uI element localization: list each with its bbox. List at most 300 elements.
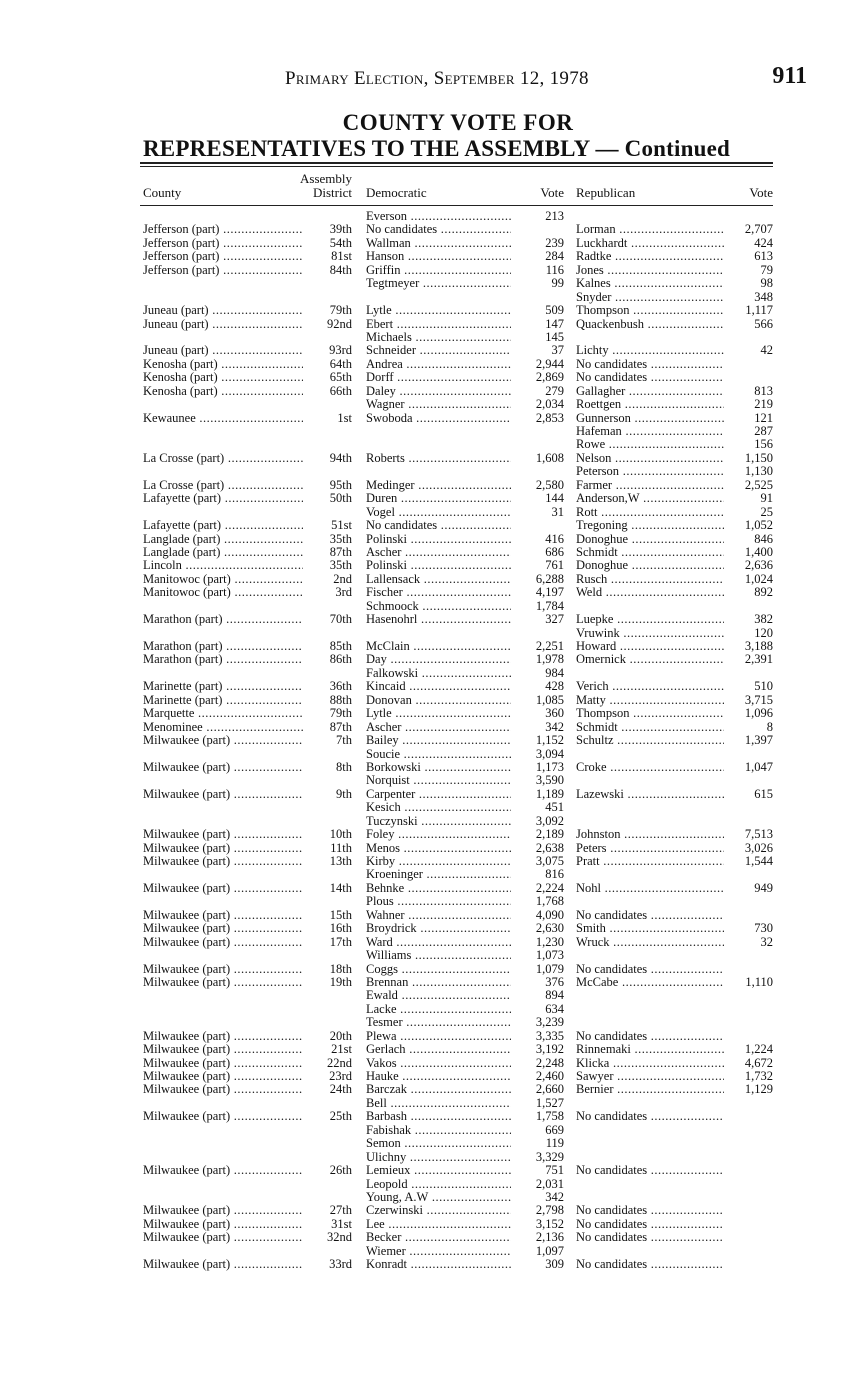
republican-vote-cell: 813 [754,384,773,398]
republican-candidate-cell: Nohl ..... [576,882,724,895]
democratic-candidate-cell: Young, A.W ..... [366,1191,511,1204]
republican-candidate-cell: Rinnemaki ..... [576,1043,724,1056]
county-cell: Milwaukee (part) ..... [143,882,303,895]
democratic-candidate-cell: Duren ..... [366,492,511,505]
democratic-candidate-cell: Ascher ..... [366,721,511,734]
democratic-candidate-cell: Bell ..... [366,1097,511,1110]
table-row [0,573,859,586]
democratic-vote-cell: 1,073 [535,949,564,963]
table-row [0,842,859,855]
democratic-candidate-cell: Menos ..... [366,842,511,855]
table-row [0,1218,859,1231]
democratic-vote-cell: 451 [545,801,564,815]
county-cell: Milwaukee (part) ..... [143,1083,303,1096]
republican-candidate-cell: Luckhardt ..... [576,237,724,250]
county-cell: Milwaukee (part) ..... [143,936,303,949]
county-cell: Milwaukee (part) ..... [143,761,303,774]
democratic-vote-cell: 686 [545,545,564,559]
democratic-candidate-cell: Fabishak ..... [366,1124,511,1137]
democratic-candidate-cell: Semon ..... [366,1137,511,1150]
county-cell: Milwaukee (part) ..... [143,1164,303,1177]
republican-candidate-cell: No candidates ..... [576,1030,724,1043]
republican-vote-cell: 846 [754,532,773,546]
republican-candidate-cell: Verich ..... [576,680,724,693]
democratic-vote-cell: 1,527 [535,1096,564,1110]
democratic-candidate-cell: Michaels ..... [366,331,511,344]
republican-candidate-cell: Farmer ..... [576,479,724,492]
republican-candidate-cell: No candidates ..... [576,963,724,976]
republican-candidate-cell: No candidates ..... [576,1231,724,1244]
county-cell: Kenosha (part) ..... [143,358,303,371]
republican-candidate-cell: Smith ..... [576,922,724,935]
democratic-candidate-cell: Vogel ..... [366,506,511,519]
democratic-vote-cell: 3,335 [535,1029,564,1043]
republican-candidate-cell: Pratt ..... [576,855,724,868]
table-row [0,519,859,532]
vote-table [0,210,859,1272]
district-cell: 79th [329,304,352,318]
republican-candidate-cell: Rusch ..... [576,573,724,586]
county-cell: Milwaukee (part) ..... [143,1110,303,1123]
democratic-candidate-cell: Gerlach ..... [366,1043,511,1056]
republican-vote-cell: 91 [760,492,773,506]
democratic-vote-cell: 1,784 [535,599,564,613]
republican-candidate-cell: Howard ..... [576,640,724,653]
republican-candidate-cell: Klicka ..... [576,1057,724,1070]
democratic-candidate-cell: Becker ..... [366,1231,511,1244]
democratic-candidate-cell: Kesich ..... [366,801,511,814]
democratic-vote-cell: 309 [545,1258,564,1272]
table-row [0,210,859,223]
democratic-vote-cell: 6,288 [535,572,564,586]
republican-candidate-cell: No candidates ..... [576,909,724,922]
table-row [0,774,859,787]
republican-candidate-cell: Omernick ..... [576,653,724,666]
district-cell: 8th [336,760,352,774]
democratic-candidate-cell: Czerwinski ..... [366,1204,511,1217]
democratic-candidate-cell: Ebert ..... [366,318,511,331]
district-cell: 11th [330,841,352,855]
republican-candidate-cell: Luepke ..... [576,613,724,626]
district-cell: 39th [329,223,352,237]
democratic-vote-cell: 984 [545,666,564,680]
district-cell: 66th [329,384,352,398]
democratic-candidate-cell: Donovan ..... [366,694,511,707]
republican-vote-cell: 1,096 [744,707,773,721]
county-cell: Marinette (part) ..... [143,680,303,693]
column-header-republican: Republican [576,185,636,200]
democratic-candidate-cell: Wahner ..... [366,909,511,922]
table-row [0,963,859,976]
republican-vote-cell: 98 [760,277,773,291]
table-row [0,1003,859,1016]
democratic-candidate-cell: Wallman ..... [366,237,511,250]
table-row [0,1231,859,1244]
table-row [0,223,859,236]
democratic-candidate-cell: No candidates ..... [366,223,511,236]
democratic-vote-cell: 284 [545,250,564,264]
democratic-vote-cell: 239 [545,236,564,250]
democratic-candidate-cell: Brennan ..... [366,976,511,989]
democratic-vote-cell: 634 [545,1002,564,1016]
district-cell: 3rd [335,586,352,600]
democratic-candidate-cell: Soucie ..... [366,748,511,761]
republican-candidate-cell: Weld ..... [576,586,724,599]
republican-candidate-cell: Lichty ..... [576,344,724,357]
democratic-candidate-cell: Medinger ..... [366,479,511,492]
democratic-candidate-cell: Lee ..... [366,1218,511,1231]
republican-vote-cell: 730 [754,922,773,936]
republican-candidate-cell: Wruck ..... [576,936,724,949]
democratic-candidate-cell: Fischer ..... [366,586,511,599]
democratic-vote-cell: 816 [545,868,564,882]
republican-candidate-cell: Rowe ..... [576,438,724,451]
democratic-vote-cell: 144 [545,492,564,506]
democratic-vote-cell: 1,085 [535,693,564,707]
democratic-candidate-cell: Ewald ..... [366,989,511,1002]
democratic-candidate-cell: Barbash ..... [366,1110,511,1123]
republican-vote-cell: 32 [760,935,773,949]
republican-candidate-cell: Anderson,W ..... [576,492,724,505]
table-row [0,412,859,425]
table-row [0,438,859,451]
county-cell: Milwaukee (part) ..... [143,855,303,868]
table-row [0,707,859,720]
democratic-vote-cell: 119 [545,1137,564,1151]
table-row [0,721,859,734]
republican-vote-cell: 613 [754,250,773,264]
table-row [0,1110,859,1123]
table-row [0,640,859,653]
republican-candidate-cell: Schmidt ..... [576,546,724,559]
district-cell: 33rd [329,1258,352,1272]
table-row [0,331,859,344]
district-cell: 35th [329,559,352,573]
district-cell: 24th [329,1083,352,1097]
republican-vote-cell: 1,397 [744,734,773,748]
republican-vote-cell: 1,117 [745,304,773,318]
republican-vote-cell: 1,110 [745,975,773,989]
table-row [0,680,859,693]
democratic-vote-cell: 376 [545,975,564,989]
county-cell: Milwaukee (part) ..... [143,909,303,922]
table-row [0,546,859,559]
republican-vote-cell: 3,026 [744,841,773,855]
democratic-candidate-cell: Wagner ..... [366,398,511,411]
county-cell: Lincoln ..... [143,559,303,572]
democratic-vote-cell: 360 [545,707,564,721]
democratic-vote-cell: 4,197 [535,586,564,600]
county-cell: Manitowoc (part) ..... [143,573,303,586]
district-cell: 32nd [327,1231,352,1245]
republican-vote-cell: 1,400 [744,545,773,559]
table-row [0,734,859,747]
table-row [0,989,859,1002]
democratic-vote-cell: 2,031 [535,1177,564,1191]
democratic-candidate-cell: Lallensack ..... [366,573,511,586]
title-rule [140,162,773,164]
democratic-candidate-cell: Broydrick ..... [366,922,511,935]
table-row [0,1097,859,1110]
democratic-candidate-cell: Plous ..... [366,895,511,908]
democratic-candidate-cell: Roberts ..... [366,452,511,465]
district-cell: 70th [329,613,352,627]
page-title-line-2: REPRESENTATIVES TO THE ASSEMBLY — Continued [143,136,731,161]
district-cell: 84th [329,263,352,277]
democratic-vote-cell: 342 [545,720,564,734]
democratic-vote-cell: 1,189 [535,787,564,801]
table-row [0,344,859,357]
district-cell: 94th [329,451,352,465]
district-cell: 81st [331,250,352,264]
county-cell: Jefferson (part) ..... [143,264,303,277]
table-row [0,398,859,411]
table-row [0,667,859,680]
district-cell: 65th [329,371,352,385]
district-cell: 10th [329,828,352,842]
republican-candidate-cell: Peterson ..... [576,465,724,478]
county-cell: Marathon (part) ..... [143,613,303,626]
county-cell: Kenosha (part) ..... [143,371,303,384]
democratic-vote-cell: 4,090 [535,908,564,922]
democratic-candidate-cell: Schneider ..... [366,344,511,357]
header-top-rule [140,166,773,167]
republican-vote-cell: 1,224 [744,1043,773,1057]
column-header-democratic: Democratic [366,185,427,200]
democratic-candidate-cell: Kirby ..... [366,855,511,868]
table-row [0,748,859,761]
democratic-vote-cell: 1,230 [535,935,564,949]
county-cell: Jefferson (part) ..... [143,223,303,236]
republican-vote-cell: 615 [754,787,773,801]
district-cell: 27th [329,1204,352,1218]
republican-candidate-cell: Thompson ..... [576,707,724,720]
republican-vote-cell: 120 [754,626,773,640]
republican-candidate-cell: Snyder ..... [576,291,724,304]
table-row [0,371,859,384]
table-row [0,1137,859,1150]
table-row [0,1124,859,1137]
democratic-vote-cell: 145 [545,330,564,344]
district-cell: 85th [329,640,352,653]
district-cell: 13th [329,855,352,868]
democratic-candidate-cell: Behnke ..... [366,882,511,895]
democratic-vote-cell: 2,638 [535,841,564,855]
republican-candidate-cell: Donoghue ..... [576,559,724,572]
republican-vote-cell: 287 [754,425,773,438]
republican-candidate-cell: No candidates ..... [576,1218,724,1231]
republican-vote-cell: 1,732 [744,1070,773,1083]
democratic-candidate-cell: Williams ..... [366,949,511,962]
table-row [0,855,859,868]
democratic-vote-cell: 3,239 [535,1016,564,1030]
democratic-vote-cell: 1,758 [535,1110,564,1124]
table-row [0,452,859,465]
table-row [0,600,859,613]
district-cell: 14th [329,881,352,895]
county-cell: Menominee ..... [143,721,303,734]
democratic-candidate-cell: Griffin ..... [366,264,511,277]
county-cell: Juneau (part) ..... [143,318,303,331]
democratic-vote-cell: 3,329 [535,1150,564,1164]
county-cell: Milwaukee (part) ..... [143,1218,303,1231]
democratic-candidate-cell: Everson ..... [366,210,511,223]
table-row [0,828,859,841]
democratic-vote-cell: 1,079 [535,962,564,976]
democratic-vote-cell: 2,580 [535,478,564,492]
democratic-vote-cell: 2,251 [535,640,564,653]
republican-candidate-cell: No candidates ..... [576,1164,724,1177]
district-cell: 2nd [333,572,352,586]
republican-vote-cell: 2,636 [744,559,773,573]
democratic-candidate-cell: Polinski ..... [366,559,511,572]
democratic-vote-cell: 1,978 [535,653,564,667]
democratic-candidate-cell: Norquist ..... [366,774,511,787]
republican-candidate-cell: Jones ..... [576,264,724,277]
district-cell: 31st [331,1217,352,1231]
democratic-candidate-cell: Konradt ..... [366,1258,511,1271]
county-cell: Juneau (part) ..... [143,344,303,357]
county-cell: Langlade (part) ..... [143,533,303,546]
district-cell: 9th [336,787,352,801]
county-cell: Kewaunee ..... [143,412,303,425]
republican-candidate-cell: Quackenbush ..... [576,318,724,331]
republican-candidate-cell: Peters ..... [576,842,724,855]
republican-vote-cell: 2,391 [744,653,773,667]
republican-vote-cell: 510 [754,680,773,694]
table-row [0,1057,859,1070]
district-cell: 16th [329,922,352,936]
republican-vote-cell: 3,188 [744,640,773,653]
republican-candidate-cell: No candidates ..... [576,358,724,371]
democratic-vote-cell: 213 [545,210,564,223]
democratic-candidate-cell: Bailey ..... [366,734,511,747]
democratic-candidate-cell: Schmoock ..... [366,600,511,613]
table-row [0,277,859,290]
republican-vote-cell: 1,150 [744,451,773,465]
table-row [0,318,859,331]
democratic-vote-cell: 99 [551,277,564,291]
republican-vote-cell: 25 [760,505,773,519]
democratic-candidate-cell: Borkowski ..... [366,761,511,774]
republican-vote-cell: 121 [754,411,773,425]
district-cell: 92nd [327,317,352,331]
democratic-vote-cell: 2,630 [535,922,564,936]
democratic-vote-cell: 147 [545,317,564,331]
header-bottom-rule [140,205,773,206]
table-row [0,1204,859,1217]
democratic-candidate-cell: Plewa ..... [366,1030,511,1043]
table-row [0,1083,859,1096]
republican-vote-cell: 348 [754,290,773,304]
county-cell: Langlade (part) ..... [143,546,303,559]
table-row [0,1151,859,1164]
democratic-vote-cell: 31 [551,505,564,519]
democratic-vote-cell: 1,173 [535,760,564,774]
democratic-candidate-cell: Tesmer ..... [366,1016,511,1029]
democratic-vote-cell: 2,136 [535,1231,564,1245]
democratic-vote-cell: 2,034 [535,398,564,412]
democratic-vote-cell: 428 [545,680,564,694]
district-cell: 64th [329,357,352,371]
republican-candidate-cell: Radtke ..... [576,250,724,263]
democratic-candidate-cell: No candidates ..... [366,519,511,532]
republican-candidate-cell: Tregoning ..... [576,519,724,532]
democratic-vote-cell: 669 [545,1123,564,1137]
district-cell: 50th [329,492,352,506]
table-row [0,479,859,492]
democratic-candidate-cell: Dorff ..... [366,371,511,384]
column-header-county: County [143,185,182,200]
county-cell: Milwaukee (part) ..... [143,922,303,935]
table-row [0,949,859,962]
republican-candidate-cell: Kalnes ..... [576,277,724,290]
district-cell: 20th [329,1029,352,1043]
table-row [0,976,859,989]
district-header-line-2: District [313,184,352,200]
district-cell: 25th [329,1110,352,1124]
table-row [0,385,859,398]
district-cell: 87th [329,720,352,734]
table-row [0,1245,859,1258]
county-cell: La Crosse (part) ..... [143,452,303,465]
district-cell: 36th [329,680,352,694]
district-cell: 22nd [327,1056,352,1070]
democratic-vote-cell: 509 [545,304,564,318]
district-header-line-1: Assembly [300,171,352,186]
republican-candidate-cell: Hafeman ..... [576,425,724,438]
table-row [0,1178,859,1191]
table-row [0,936,859,949]
district-cell: 1st [337,411,352,425]
republican-vote-cell: 1,047 [744,760,773,774]
table-row [0,788,859,801]
democratic-candidate-cell: Ulichny ..... [366,1151,511,1164]
table-row [0,815,859,828]
democratic-vote-cell: 1,152 [535,734,564,748]
democratic-vote-cell: 3,094 [535,747,564,761]
democratic-vote-cell: 1,768 [535,895,564,909]
district-cell: 95th [329,478,352,492]
table-row [0,1016,859,1029]
table-row [0,559,859,572]
democratic-candidate-cell: Daley ..... [366,385,511,398]
democratic-candidate-cell: Coggs ..... [366,963,511,976]
democratic-candidate-cell: Lytle ..... [366,304,511,317]
democratic-vote-cell: 761 [545,559,564,573]
table-row [0,882,859,895]
district-cell: 18th [329,962,352,976]
democratic-vote-cell: 1,097 [535,1244,564,1258]
table-row [0,627,859,640]
democratic-candidate-cell: Wiemer ..... [366,1245,511,1258]
democratic-candidate-cell: Hasenohrl ..... [366,613,511,626]
page-title-line-1: COUNTY VOTE FOR [342,110,574,135]
county-cell: Milwaukee (part) ..... [143,734,303,747]
democratic-vote-cell: 2,944 [535,357,564,371]
district-cell: 86th [329,653,352,667]
district-cell: 19th [329,975,352,989]
republican-candidate-cell: No candidates ..... [576,1110,724,1123]
county-cell: Marinette (part) ..... [143,694,303,707]
democratic-vote-cell: 3,152 [535,1217,564,1231]
democratic-vote-cell: 37 [551,344,564,358]
page-number: 911 [772,63,807,89]
republican-vote-cell: 42 [760,344,773,358]
republican-candidate-cell: Schultz ..... [576,734,724,747]
county-cell: Marathon (part) ..... [143,653,303,666]
table-row [0,1191,859,1204]
